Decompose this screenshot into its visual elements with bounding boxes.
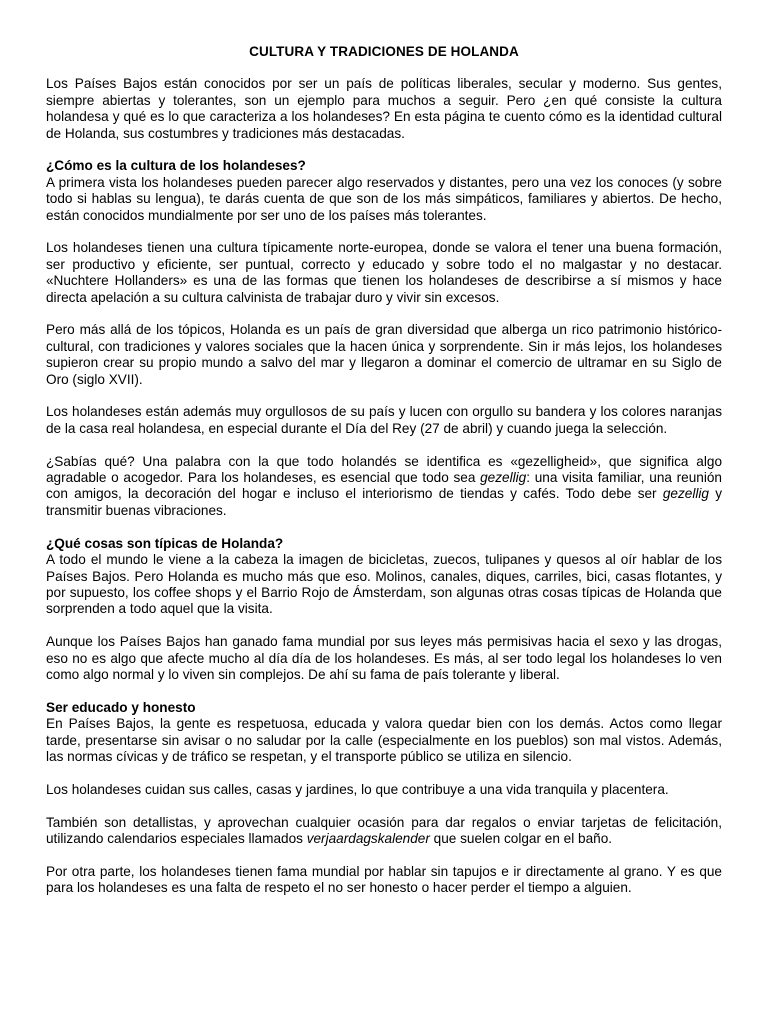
section-heading: Ser educado y honesto [46, 699, 196, 715]
paragraph: Pero más allá de los tópicos, Holanda es un país de gran diversidad que alberga un rico patrimonio histórico-cultural, con tradiciones y valores sociales que la hacen única y sorprendente. Sin ir más lejos, los holandeses supieron crear su propio mundo a salvo del mar y llegaron a dominar el comercio de ultramar en su Siglo de Oro (siglo XVII). [46, 322, 722, 387]
paragraph: Por otra parte, los holandeses tienen fama mundial por hablar sin tapujos e ir directamente al grano. Y es que para los holandeses es una falta de respeto el no ser honesto o hacer perder el tiempo a alguien. [46, 863, 722, 896]
document-title: CULTURA Y TRADICIONES DE HOLANDA [249, 44, 519, 59]
text-run: que suelen colgar en el baño. [429, 830, 613, 846]
paragraph: En Países Bajos, la gente es respetuosa, educada y valora quedar bien con los demás. Actos como llegar tarde, presentarse sin avisar o no saludar por la calle (especialmente en los pueblos) son mal vistos. Además, las normas cívicas y de tráfico se respetan, y el transporte público se utiliza en silencio. [46, 716, 722, 764]
italic-term: verjaardagskalender [306, 830, 430, 846]
paragraph: A primera vista los holandeses pueden parecer algo reservados y distantes, pero una vez los conoces (y sobre todo si hablas su lengua), te darás cuenta de que son de los más simpáticos, familiares y abiertos. De hecho, están conocidos mundialmente por ser uno de los países más tolerantes. [46, 174, 722, 223]
section-cultura [46, 158, 722, 224]
paragraph: Los holandeses tienen una cultura típicamente norte-europea, donde se valora el tener una buena formación, ser productivo y eficiente, ser puntual, correcto y educado y sobre todo el no malgastar y no destacar. «Nuchtere Hollanders» es una de las formas que tienen los holandeses de describirse a sí mismos y hace directa apelación a su cultura calvinista de trabajar duro y vivir sin excesos. [46, 240, 722, 305]
italic-term: gezellig [662, 486, 709, 502]
text-run: También son detallistas, y aprovechan cualquier ocasión para dar regalos o enviar tarjetas de felicitación, utilizando calendarios especiales llamados [46, 814, 722, 846]
section-cosas-tipicas [46, 536, 722, 618]
section-educado-honesto [46, 700, 722, 766]
intro-paragraph: Los Países Bajos están conocidos por ser un país de políticas liberales, secular y moderno. Sus gentes, siempre abiertas y tolerantes, son un ejemplo para muchos a seguir. Pero ¿en qué consiste la cultura holandesa y qué es lo que caracteriza a los holandeses? En esta página te cuento cómo es la identidad cultural de Holanda, sus costumbres y tradiciones más destacadas. [46, 76, 722, 141]
italic-term: gezellig [480, 470, 527, 486]
text-run: y transmitir buenas vibraciones. [46, 486, 722, 518]
paragraph: Los holandeses están además muy orgullosos de su país y lucen con orgullo su bandera y los colores naranjas de la casa real holandesa, en especial durante el Día del Rey (27 de abril) y cuando juega la selección. [46, 404, 722, 436]
text-run: ¿Sabías qué? Una palabra con la que todo holandés se identifica es «gezelligheid», que significa algo agradable o acogedor. Para los holandeses, es esencial que todo sea [46, 453, 722, 486]
text-run: : una visita familiar, una reunión con amigos, la decoración del hogar e incluso el interiorismo de tiendas y cafés. Todo debe ser [46, 470, 722, 502]
paragraph-gezelligheid [46, 454, 722, 520]
section-heading: ¿Cómo es la cultura de los holandeses? [46, 158, 306, 174]
paragraph-verjaardagskalender [46, 815, 722, 848]
paragraph: A todo el mundo le viene a la cabeza la imagen de bicicletas, zuecos, tulipanes y quesos al oír hablar de los Países Bajos. Pero Holanda es mucho más que eso. Molinos, canales, diques, carriles, bici, casas flotantes, y por supuesto, los coffee shops y el Barrio Rojo de Ámsterdam, son algunas otras cosas típicas de Holanda que sorprenden a todo aquel que la visita. [46, 552, 722, 617]
paragraph: Los holandeses cuidan sus calles, casas y jardines, lo que contribuye a una vida tranquila y placentera. [46, 781, 669, 797]
paragraph: Aunque los Países Bajos han ganado fama mundial por sus leyes más permisivas hacia el sexo y las drogas, eso no es algo que afecte mucho al día día de los holandeses. Es más, al ser todo legal los holandeses lo ven como algo normal y lo viven sin complejos. De ahí su fama de país tolerante y liberal. [46, 634, 722, 682]
section-heading: ¿Qué cosas son típicas de Holanda? [46, 535, 284, 551]
